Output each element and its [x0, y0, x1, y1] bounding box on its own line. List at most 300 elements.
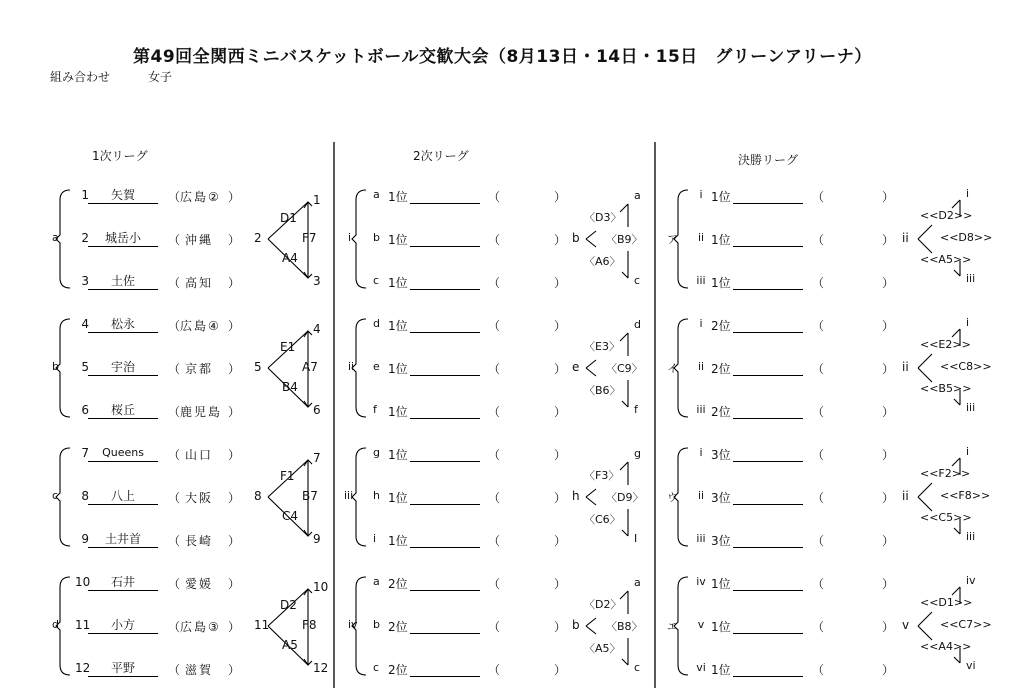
final-group-label: ア [667, 233, 678, 246]
paren-close: ） [882, 276, 895, 290]
paren-open: （ [812, 405, 825, 419]
team-prefecture: 京都 [184, 362, 213, 376]
paren-close: ） [554, 405, 567, 419]
slot-key: v [697, 618, 705, 631]
chevron-top [918, 612, 932, 626]
slot-key: h [373, 489, 380, 502]
paren-close: ） [228, 491, 241, 505]
group-label-d: d [52, 618, 59, 631]
final-group-label: エ [667, 620, 678, 633]
paren-open: （ [488, 663, 501, 677]
triangle-top-key: g [634, 447, 641, 460]
slot-blank [733, 533, 803, 548]
chevron-top [586, 360, 596, 368]
paren-close: ） [554, 491, 567, 505]
triangle-top-key: iv [966, 574, 976, 587]
slot-key: ii [697, 231, 705, 244]
slot-blank [410, 490, 480, 505]
slot-rank: 1位 [388, 362, 408, 376]
match-code: <<D1>> [920, 596, 973, 609]
match-code: 〈E3〉 [584, 340, 620, 353]
slot-blank [733, 662, 803, 677]
slot-rank: 2位 [711, 319, 731, 333]
arrow-head-bottom [954, 657, 960, 663]
slot-key: a [373, 188, 380, 201]
paren-close: ） [228, 620, 241, 634]
slot-rank: 2位 [711, 405, 731, 419]
paren-open: （ [812, 362, 825, 376]
slot-rank: 2位 [388, 663, 408, 677]
match-code: 〈D9〉 [606, 491, 644, 504]
paren-open: （ [812, 448, 825, 462]
chevron-top [918, 225, 932, 239]
slot-rank: 1位 [711, 577, 731, 591]
paren-open: （ [812, 620, 825, 634]
slot-rank: 1位 [388, 319, 408, 333]
match-code: D1 [280, 211, 297, 225]
paren-close: ） [554, 534, 567, 548]
paren-open: （ [168, 362, 181, 376]
page-title: 第49回全関西ミニバスケットボール交歓大会（8月13日・14日・15日 グリーンアリーナ） [133, 47, 872, 67]
paren-close: ） [228, 276, 241, 290]
slot-rank: 2位 [388, 577, 408, 591]
match-code: <<D8>> [940, 231, 993, 244]
match-code: 〈C6〉 [584, 513, 621, 526]
slot-blank [410, 318, 480, 333]
match-code: E1 [280, 340, 296, 354]
group-label-c: c [52, 489, 59, 502]
arrow-head-top [952, 329, 960, 337]
arrow-head-top [952, 587, 960, 595]
triangle-center-key: b [572, 618, 580, 632]
paren-open: （ [488, 448, 501, 462]
triangle-bottom-number: 12 [313, 661, 329, 675]
triangle-bottom-key: vi [966, 659, 976, 672]
group-label-i: i [348, 231, 352, 244]
team-name: 平野 [88, 660, 158, 677]
paren-open: （ [488, 190, 501, 204]
team-name: 松永 [88, 316, 158, 333]
paren-open: （ [812, 190, 825, 204]
match-code: B4 [282, 380, 298, 394]
triangle-center-key: b [572, 231, 580, 245]
paren-close: ） [882, 491, 895, 505]
arrow-head-bottom [622, 272, 628, 278]
triangle-center-key: e [572, 360, 580, 374]
slot-key: i [699, 317, 703, 330]
slot-key: b [373, 618, 380, 631]
match-code: <<E2>> [920, 338, 971, 351]
arrow-head-bottom [954, 399, 960, 405]
match-code: F8 [302, 618, 317, 632]
chevron-top [586, 231, 596, 239]
group-brace-i [352, 190, 366, 288]
triangle-top-number: 10 [313, 580, 329, 594]
slot-blank [410, 361, 480, 376]
paren-open: （ [488, 405, 501, 419]
triangle-bottom-key: iii [966, 530, 976, 543]
team-prefecture: 広島④ [180, 319, 221, 333]
paren-close: ） [882, 448, 895, 462]
team-number: 11 [75, 618, 91, 632]
paren-close: ） [554, 233, 567, 247]
paren-open: （ [488, 362, 501, 376]
slot-key: e [373, 360, 380, 373]
slot-rank: 1位 [388, 448, 408, 462]
match-code: 〈B8〉 [606, 620, 643, 633]
match-code: <<A4>> [920, 640, 972, 653]
header-first-round: 1次リーグ [92, 149, 148, 163]
chevron-bottom [918, 368, 932, 382]
group-brace-iii [352, 448, 366, 546]
match-code: A7 [302, 360, 318, 374]
slot-rank: 1位 [711, 663, 731, 677]
chevron-bottom [586, 497, 596, 505]
match-code: <<C5>> [920, 511, 972, 524]
triangle-top-number: 7 [313, 451, 321, 465]
team-prefecture: 広島② [180, 190, 221, 204]
team-number: 7 [81, 446, 89, 460]
group-label-iii: iii [344, 489, 354, 502]
match-code: 〈F3〉 [584, 469, 620, 482]
slot-blank [410, 404, 480, 419]
team-prefecture: 沖縄 [184, 233, 213, 247]
paren-close: ） [554, 620, 567, 634]
slot-rank: 2位 [388, 620, 408, 634]
triangle-top-key: i [966, 316, 970, 329]
triangle-top-key: a [634, 576, 641, 589]
slot-blank [733, 490, 803, 505]
slot-rank: 3位 [711, 491, 731, 505]
team-number: 9 [81, 532, 89, 546]
slot-blank [733, 576, 803, 591]
triangle-bottom-key: iii [966, 401, 976, 414]
team-name: 土佐 [88, 273, 158, 290]
match-code: 〈A6〉 [584, 255, 621, 268]
paren-close: ） [882, 534, 895, 548]
paren-open: （ [812, 276, 825, 290]
slot-key: i [373, 532, 377, 545]
paren-open: （ [488, 577, 501, 591]
paren-close: ） [554, 319, 567, 333]
paren-close: ） [228, 233, 241, 247]
paren-open: （ [812, 663, 825, 677]
slot-key: ii [697, 360, 705, 373]
paren-open: （ [488, 491, 501, 505]
paren-open: （ [168, 233, 181, 247]
slot-blank [410, 533, 480, 548]
match-code: 〈D2〉 [584, 598, 622, 611]
triangle-center-key: ii [902, 360, 909, 374]
triangle-center-key: ii [902, 231, 909, 245]
slot-key: b [373, 231, 380, 244]
arrow-head-bottom [622, 401, 628, 407]
paren-close: ） [882, 190, 895, 204]
arrow-head-bottom [622, 659, 628, 665]
team-number: 1 [81, 188, 89, 202]
paren-open: （ [168, 620, 181, 634]
paren-close: ） [228, 534, 241, 548]
team-number: 3 [81, 274, 89, 288]
slot-key: iii [696, 403, 706, 416]
triangle-top-key: i [966, 445, 970, 458]
arrow-head-bottom [622, 530, 628, 536]
paren-open: （ [812, 534, 825, 548]
chevron-bottom [918, 497, 932, 511]
match-code: 〈B6〉 [584, 384, 621, 397]
triangle-center-key: ii [902, 489, 909, 503]
triangle-top-key: a [634, 189, 641, 202]
slot-key: iii [696, 274, 706, 287]
slot-blank [733, 404, 803, 419]
team-number: 8 [81, 489, 89, 503]
team-number: 2 [81, 231, 89, 245]
slot-blank [410, 576, 480, 591]
slot-key: c [373, 661, 380, 674]
team-name: 城岳小 [88, 230, 158, 247]
slot-key: i [699, 188, 703, 201]
paren-close: ） [882, 577, 895, 591]
slot-blank [733, 189, 803, 204]
triangle-bottom-number: 6 [313, 403, 321, 417]
subtitle-combination: 組み合わせ [50, 70, 111, 84]
team-number: 6 [81, 403, 89, 417]
match-code: 〈C9〉 [606, 362, 643, 375]
match-code: <<A5>> [920, 253, 972, 266]
paren-open: （ [488, 534, 501, 548]
team-name: 宇治 [88, 359, 158, 376]
paren-open: （ [812, 319, 825, 333]
team-number: 10 [75, 575, 91, 589]
paren-open: （ [812, 233, 825, 247]
match-code: C4 [282, 509, 299, 523]
chevron-bottom [586, 368, 596, 376]
slot-blank [733, 619, 803, 634]
match-code: <<F2>> [920, 467, 971, 480]
chevron-bottom [918, 626, 932, 640]
arrow-head-bottom [954, 528, 960, 534]
arrow-head-top [952, 200, 960, 208]
paren-open: （ [168, 448, 181, 462]
chevron-bottom [586, 626, 596, 634]
match-code: <<C8>> [940, 360, 992, 373]
match-code: <<F8>> [940, 489, 991, 502]
chevron-top [586, 489, 596, 497]
chevron-bottom [586, 239, 596, 247]
slot-key: ii [697, 489, 705, 502]
team-name: 石井 [88, 574, 158, 591]
paren-open: （ [488, 276, 501, 290]
arrow-head-top [620, 462, 628, 470]
triangle-top-number: 1 [313, 193, 321, 207]
slot-rank: 3位 [711, 534, 731, 548]
chevron-top [586, 618, 596, 626]
team-name: 矢賀 [88, 187, 158, 204]
header-final-round: 決勝リーグ [738, 153, 799, 167]
slot-rank: 1位 [711, 276, 731, 290]
paren-close: ） [882, 362, 895, 376]
team-name: 八上 [88, 488, 158, 505]
paren-open: （ [488, 620, 501, 634]
match-code: 〈B9〉 [606, 233, 643, 246]
paren-close: ） [882, 663, 895, 677]
triangle-top-key: d [634, 318, 641, 331]
chevron-top [918, 354, 932, 368]
team-name: 小方 [88, 617, 158, 634]
triangle-bottom-number: 9 [313, 532, 321, 546]
triangle-bottom-number: 3 [313, 274, 321, 288]
slot-blank [410, 619, 480, 634]
match-code: <<D2>> [920, 209, 973, 222]
final-group-label: イ [667, 362, 678, 375]
slot-rank: 1位 [388, 405, 408, 419]
paren-open: （ [168, 405, 181, 419]
chevron-top [918, 483, 932, 497]
team-prefecture: 大阪 [184, 491, 213, 505]
triangle-center-number: 8 [254, 489, 262, 503]
team-prefecture: 広島③ [180, 620, 221, 634]
match-code: D2 [280, 598, 297, 612]
triangle-bottom-key: f [634, 403, 638, 416]
final-group-label: ウ [667, 491, 678, 504]
team-prefecture: 高知 [184, 276, 213, 290]
slot-key: iii [696, 532, 706, 545]
slot-key: d [373, 317, 380, 330]
team-number: 5 [81, 360, 89, 374]
team-name: 桜丘 [88, 402, 158, 419]
group-label-b: b [52, 360, 59, 373]
slot-key: a [373, 575, 380, 588]
slot-rank: 1位 [388, 491, 408, 505]
team-prefecture: 滋賀 [184, 663, 213, 677]
paren-open: （ [168, 319, 181, 333]
paren-close: ） [228, 448, 241, 462]
match-code: 〈A5〉 [584, 642, 621, 655]
match-code: B7 [302, 489, 318, 503]
slot-key: c [373, 274, 380, 287]
paren-close: ） [882, 620, 895, 634]
triangle-center-number: 2 [254, 231, 262, 245]
slot-rank: 1位 [711, 190, 731, 204]
paren-close: ） [228, 362, 241, 376]
arrow-head-top [620, 333, 628, 341]
team-number: 12 [75, 661, 91, 675]
paren-open: （ [168, 276, 181, 290]
slot-rank: 1位 [388, 276, 408, 290]
paren-close: ） [554, 276, 567, 290]
paren-close: ） [228, 319, 241, 333]
slot-blank [733, 275, 803, 290]
paren-open: （ [168, 491, 181, 505]
paren-open: （ [812, 491, 825, 505]
match-code: <<B5>> [920, 382, 972, 395]
slot-rank: 1位 [711, 233, 731, 247]
paren-close: ） [554, 577, 567, 591]
group-label-a: a [52, 231, 59, 244]
slot-blank [733, 318, 803, 333]
slot-blank [733, 361, 803, 376]
paren-close: ） [554, 190, 567, 204]
slot-rank: 1位 [388, 190, 408, 204]
paren-open: （ [168, 663, 181, 677]
slot-blank [410, 447, 480, 462]
arrow-head-top [952, 458, 960, 466]
match-code: F7 [302, 231, 317, 245]
paren-close: ） [228, 577, 241, 591]
group-brace-c [56, 448, 70, 546]
triangle-center-number: 11 [254, 618, 270, 632]
paren-open: （ [488, 319, 501, 333]
team-name: 土井首 [88, 531, 158, 548]
chevron-bottom [918, 239, 932, 253]
slot-key: iv [696, 575, 706, 588]
slot-key: vi [696, 661, 706, 674]
slot-rank: 1位 [711, 620, 731, 634]
slot-key: i [699, 446, 703, 459]
arrow-head-bottom [954, 270, 960, 276]
triangle-top-number: 4 [313, 322, 321, 336]
triangle-top-key: i [966, 187, 970, 200]
slot-blank [410, 275, 480, 290]
slot-blank [410, 662, 480, 677]
match-code: F1 [280, 469, 295, 483]
match-code: 〈D3〉 [584, 211, 622, 224]
paren-open: （ [168, 534, 181, 548]
paren-open: （ [168, 577, 181, 591]
triangle-center-key: h [572, 489, 580, 503]
slot-rank: 3位 [711, 448, 731, 462]
paren-open: （ [168, 190, 181, 204]
paren-close: ） [228, 405, 241, 419]
triangle-center-number: 5 [254, 360, 262, 374]
triangle-bottom-key: c [634, 274, 641, 287]
slot-blank [410, 232, 480, 247]
team-prefecture: 山口 [184, 448, 213, 462]
group-label-iv: iv [348, 618, 358, 631]
slot-rank: 1位 [388, 534, 408, 548]
slot-rank: 2位 [711, 362, 731, 376]
subtitle-division: 女子 [148, 70, 173, 84]
paren-close: ） [882, 233, 895, 247]
match-code: <<C7>> [940, 618, 992, 631]
triangle-bottom-key: c [634, 661, 641, 674]
team-number: 4 [81, 317, 89, 331]
team-name: Queens [88, 445, 158, 462]
paren-close: ） [228, 190, 241, 204]
group-label-ii: ii [348, 360, 355, 373]
slot-key: f [373, 403, 377, 416]
header-second-round: 2次リーグ [413, 149, 469, 163]
paren-close: ） [554, 448, 567, 462]
triangle-bottom-key: iii [966, 272, 976, 285]
match-code: A4 [282, 251, 298, 265]
match-code: A5 [282, 638, 298, 652]
triangle-center-key: v [902, 618, 910, 632]
slot-key: g [373, 446, 380, 459]
triangle-bottom-key: I [634, 532, 638, 545]
paren-close: ） [228, 663, 241, 677]
slot-rank: 1位 [388, 233, 408, 247]
paren-close: ） [882, 319, 895, 333]
slot-blank [733, 447, 803, 462]
paren-open: （ [812, 577, 825, 591]
team-prefecture: 鹿児島 [180, 405, 223, 419]
slot-blank [410, 189, 480, 204]
team-prefecture: 長崎 [184, 534, 213, 548]
paren-close: ） [554, 362, 567, 376]
paren-close: ） [882, 405, 895, 419]
paren-open: （ [488, 233, 501, 247]
